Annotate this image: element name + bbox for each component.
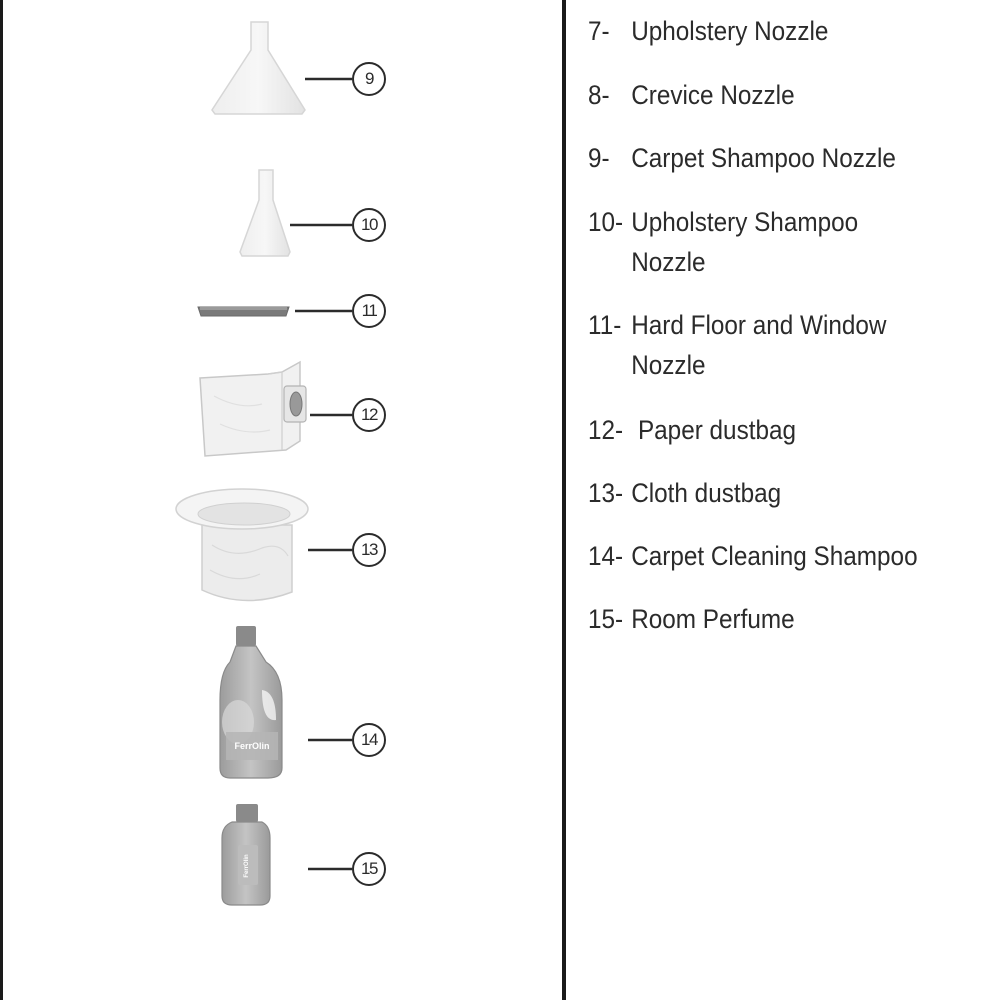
legend-item-13 [588,473,948,513]
legend-item-7 [588,11,948,51]
bottle-brand-label: FerrOlin [234,741,270,751]
legend-item-number: 15- [588,604,624,634]
legend-item-number: 12- [588,415,624,445]
column-divider [562,0,566,1000]
callout-number-14: 14 [352,723,386,757]
legend-item-14 [588,536,948,576]
legend-item-number: 8- [588,80,610,110]
callout-number-13: 13 [352,533,386,567]
legend-item-label: Room Perfume [631,604,795,634]
cloth-dustbag-illustration [176,489,308,601]
legend-item-label: Hard Floor and Window Nozzle [631,310,887,380]
legend-item-label: Upholstery Shampoo Nozzle [631,207,859,277]
upholstery-shampoo-nozzle-illustration [240,170,290,256]
hard-floor-window-nozzle-illustration [198,307,289,316]
legend-item-number: 7- [588,16,610,46]
callout-number-11: 11 [352,294,386,328]
carpet-shampoo-nozzle-illustration [212,22,305,114]
callout-number-9: 9 [352,62,386,96]
legend-item-number: 14- [588,541,624,571]
paper-dustbag-illustration [200,362,306,456]
carpet-shampoo-bottle-illustration [220,626,282,778]
legend-item-8 [588,75,948,115]
legend-item-15 [588,599,948,639]
legend-item-label: Paper dustbag [631,415,797,445]
legend-item-number: 9- [588,143,610,173]
legend-item-9 [588,138,948,178]
legend-item-number: 10- [588,207,624,237]
callout-number-10: 10 [352,208,386,242]
legend-item-label: Crevice Nozzle [631,80,795,110]
legend-item-number: 11- [588,310,622,340]
legend-item-label: Cloth dustbag [631,478,782,508]
callout-number-15: 15 [352,852,386,886]
legend-item-label: Carpet Cleaning Shampoo [631,541,918,571]
perfume-brand-label: FerrOlin [244,854,250,878]
legend-item-label: Upholstery Nozzle [631,16,829,46]
callout-number-12: 12 [352,398,386,432]
legend-item-label: Carpet Shampoo Nozzle [631,143,896,173]
room-perfume-bottle-illustration [222,804,270,905]
legend-item-10 [588,202,948,282]
legend-item-number: 13- [588,478,624,508]
legend-item-12 [588,410,948,450]
legend-item-11 [588,305,948,385]
